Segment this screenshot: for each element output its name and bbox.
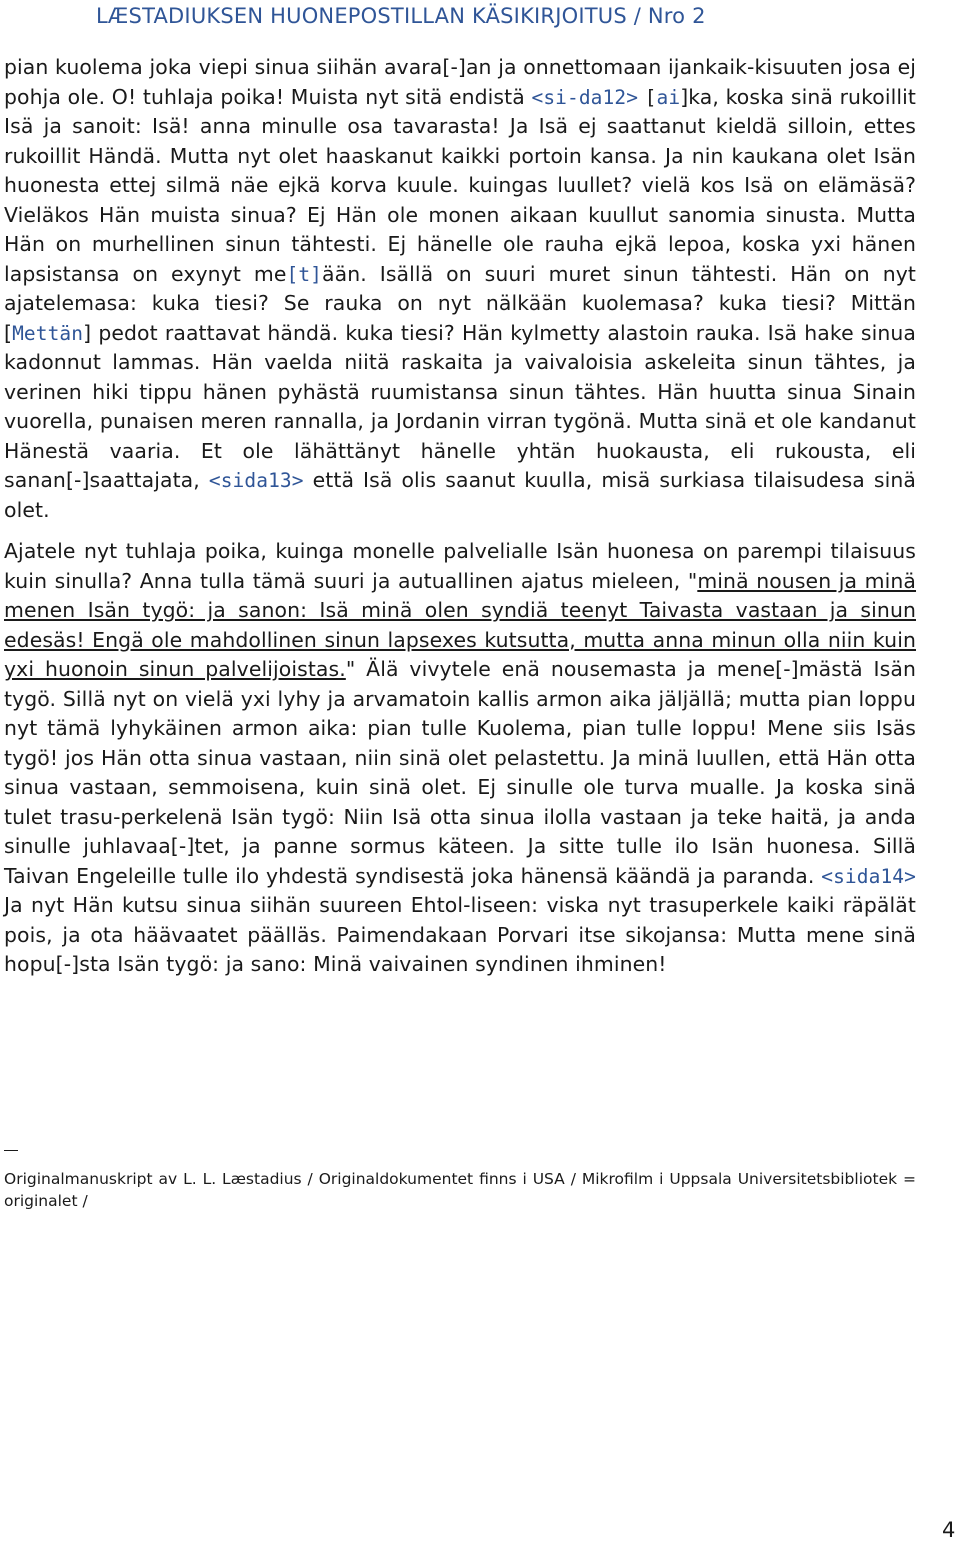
- paragraph-1: [4, 53, 916, 525]
- page-marker: <si-da12>: [531, 85, 639, 109]
- text-span: pian kuolema joka viepi sinua siihän avara[-]an ja onnettomaan ijankaik-kisuuten josa ej pohja ole. O! tuhlaja poika! Muista nyt sitä endistä: [4, 55, 916, 109]
- page-number: 4: [942, 1518, 956, 1542]
- paragraph-2: [4, 537, 916, 980]
- editorial-insertion: Mettän: [12, 321, 84, 345]
- text-span: ]ka, koska sinä rukoillit Isä ja sanoit: Isä! anna minulle osa tavarasta! Ja Isä ej saattanut kieldä silloin, ettes rukoillit Händä. Mutta nyt olet haaskanut kaikki portoin kansa. Ja nin kaukana olet Isän huonesta ettej silmä näe ejkä korva kuule. kuingas luullet? vielä kos Isä on elämäsä? Vieläkos Hän muista sinua? Ej Hän ole monen aikaan kuullut sanomia sinusta. Mutta Hän on murhellinen sinun tähtesti. Ej hänelle ole rauha ejkä lepoa, koska yxi hänen lapsistansa on exynyt me: [4, 84, 916, 286]
- text-span: " Älä vivytele enä nousemasta ja mene[-]mästä Isän tygö. Sillä nyt on vielä yxi lyhy ja arvamatoin kallis armon aika jäljällä; mutta pian loppu nyt tämä lyhykäinen armon aika: pian tulle Kuolema, pian tulle loppu! Mene siis Isäs tygö! jos Hän otta sinua vastaan, niin sinä olet pelastettu. Ja minä luullen, että Hän otta sinua vastaan, semmoisena, kuin sinä olet. Ej sinulle ole turva mualle. Ja koska sinä tulet trasu-perkelenä Isän tygö: Niin Isä otta sinua ilolla vastaan ja teke haitä, ja anda sinulle juhlavaa[-]tet, ja panne sormus käteen. Ja sitte tulle ilo Isän huonesa. Sillä Taivan Engeleille tulle ilo yhdestä syndisestä joka hänensä käändä ja paranda.: [4, 657, 917, 888]
- editorial-insertion: [t]: [286, 262, 323, 286]
- editorial-insertion: ai: [656, 85, 681, 109]
- underlined-quote: minä nousen ja minä menen Isän tygö: ja sanon: Isä minä olen syndiä teenyt Taivasta vastaan ja sinun edesäs! Engä ole mahdollinen sinun lapsexes kutsutta, mutta anna minun olla niin kuin yxi huonoin sinun palvelijoistas.: [4, 568, 917, 681]
- footnote-divider: [4, 1150, 18, 1151]
- page-marker: <sida13>: [208, 469, 304, 492]
- page-header: LÆSTADIUKSEN HUONEPOSTILLAN KÄSIKIRJOITUS / Nro 2: [96, 4, 706, 28]
- footnote: Originalmanuskript av L. L. Læstadius / Originaldokumentet finns i USA / Mikrofilm i Uppsala Universitetsbibliotek = originalet /: [4, 1170, 916, 1210]
- page-marker: <sida14>: [821, 864, 916, 888]
- text-span: ] pedot raattavat händä. kuka tiesi? Hän kylmetty alastoin rauka. Isä hake sinua kadonnut lammas. Hän vaelda niitä raskaita ja vaivaloisia askeleita sinun tähtes, ja verinen hiki tippu hänen pyhästä ruumistansa sinun tähtes. Hän huutta sinua Sinain vuorella, punaisen meren rannalla, ja Jordanin virran tygönä. Mutta sinä et ole kandanut Hänestä vaaria. Et ole lähättänyt hänelle yhtän huokausta, eli rukousta, eli sanan[-]saattajata,: [4, 320, 916, 492]
- text-span: ään. Isällä on suuri muret sinun tähtesti. Hän on nyt ajatelemasa: kuka tiesi? Se rauka on nyt nälkään kuolemasa? kuka tiesi? Mittän [: [4, 261, 916, 345]
- text-span: Ja nyt Hän kutsu sinua siihän suureen Ehtol-liseen: viska nyt trasuperkele kaiki räpälät pois, ja ota häävaatet päälläs. Paimendakaan Porvari itse sikojansa: Mutta mene sinä hopu[-]sta Isän tygö: ja sano: Minä vaivainen syndinen ihminen!: [4, 893, 916, 976]
- text-span: että Isä olis saanut kuulla, misä surkiasa tilaisudesa sinä olet.: [4, 468, 916, 522]
- text-span: Ajatele nyt tuhlaja poika, kuinga monelle palvelialle Isän huonesa on parempi tilaisuus kuin sinulla? Anna tulla tämä suuri ja autuallinen ajatus mieleen, ": [4, 539, 916, 593]
- main-text: [4, 53, 916, 980]
- text-span: [: [644, 85, 657, 109]
